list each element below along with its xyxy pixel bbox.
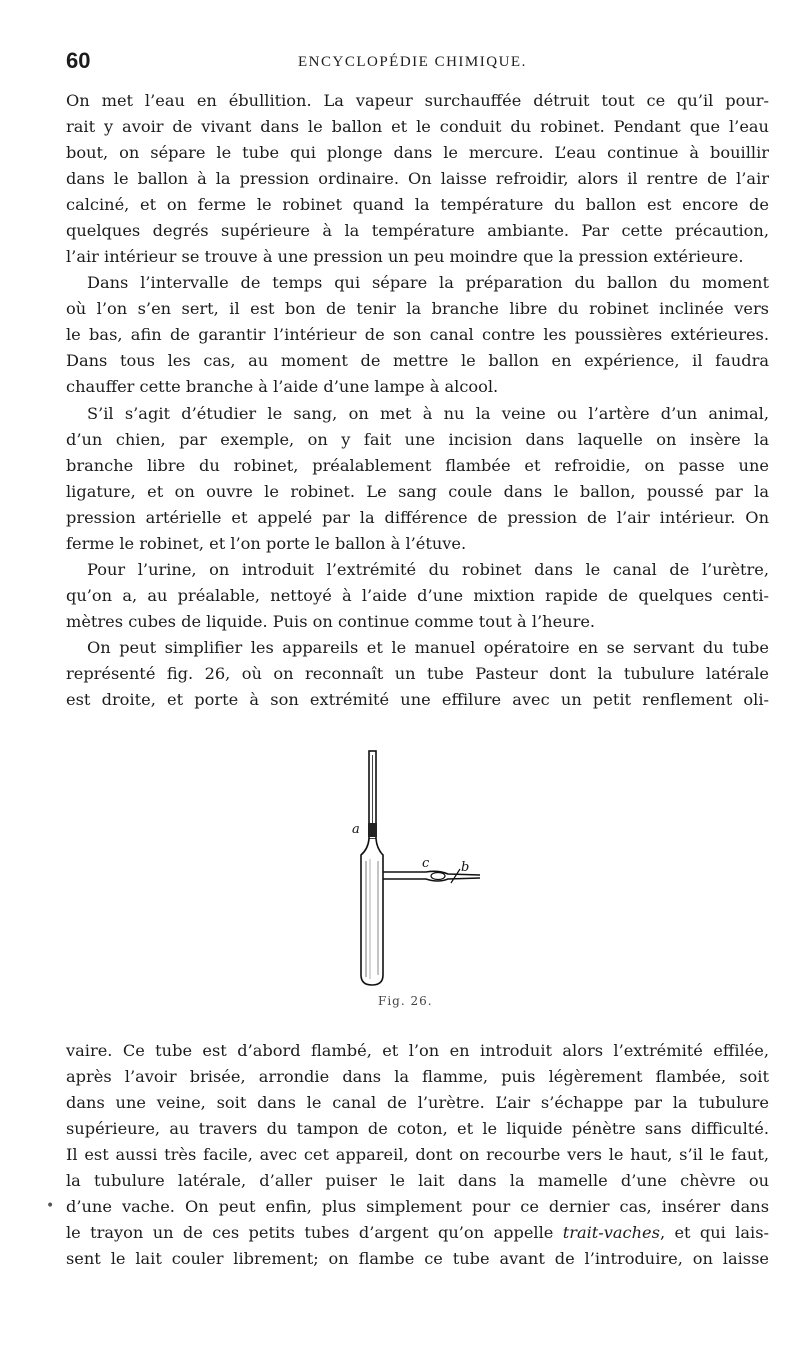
page-number: 60 bbox=[66, 48, 91, 73]
figure-26 bbox=[330, 745, 520, 995]
text-line: chauffer cette branche à l’aide d’une lampe à alcool. bbox=[66, 377, 499, 396]
text-line: le bas, afin de garantir l’intérieur de son canal contre les poussières extérieures. bbox=[66, 325, 769, 344]
text-line: On peut simplifier les appareils et le manuel opératoire en se servant du tube bbox=[87, 638, 769, 657]
text-line: d’une vache. On peut enfin, plus simplement pour ce dernier cas, insérer dans bbox=[66, 1197, 769, 1216]
figure-label-c: c bbox=[422, 856, 430, 871]
text-line: dans le ballon à la pression ordinaire. On laisse refroidir, alors il rentre de l’air bbox=[66, 169, 769, 188]
pasteur-tube-illustration bbox=[330, 745, 520, 995]
text-line: ferme le robinet, et l’on porte le ballon à l’étuve. bbox=[66, 534, 467, 553]
text-line: ligature, et on ouvre le robinet. Le sang coule dans le ballon, poussé par la bbox=[66, 482, 769, 501]
text-line: d’un chien, par exemple, on y fait une incision dans laquelle on insère la bbox=[66, 430, 769, 449]
text-line: où l’on s’en sert, il est bon de tenir la branche libre du robinet inclinée vers bbox=[66, 299, 769, 318]
text-line: Pour l’urine, on introduit l’extrémité du robinet dans le canal de l’urètre, bbox=[87, 560, 769, 579]
text-line: quelques degrés supérieure à la température ambiante. Par cette précaution, bbox=[66, 221, 769, 240]
text-fragment: , et qui lais- bbox=[659, 1223, 769, 1242]
page-header bbox=[66, 48, 776, 78]
figure-label-b: b bbox=[461, 860, 470, 875]
running-title: ENCYCLOPÉDIE CHIMIQUE. bbox=[298, 54, 527, 70]
text-line: calciné, et on ferme le robinet quand la température du ballon est encore de bbox=[66, 195, 769, 214]
margin-mark: • bbox=[46, 1198, 55, 1214]
text-line: mètres cubes de liquide. Puis on continue comme tout à l’heure. bbox=[66, 612, 596, 631]
text-line: est droite, et porte à son extrémité une effilure avec un petit renflement oli- bbox=[66, 690, 769, 709]
text-fragment: le trayon un de ces petits tubes d’argent qu’on appelle bbox=[66, 1223, 563, 1242]
text-line: bout, on sépare le tube qui plonge dans le mercure. L’eau continue à bouillir bbox=[66, 143, 769, 162]
text-line: dans une veine, soit dans le canal de l’urètre. L’air s’échappe par la tubulure bbox=[66, 1093, 769, 1112]
text-line: Dans tous les cas, au moment de mettre le ballon en expérience, il faudra bbox=[66, 351, 769, 370]
text-line: Dans l’intervalle de temps qui sépare la préparation du ballon du moment bbox=[87, 273, 769, 292]
text-line: rait y avoir de vivant dans le ballon et le conduit du robinet. Pendant que l’eau bbox=[66, 117, 769, 136]
text-line: pression artérielle et appelé par la différence de pression de l’air intérieur. On bbox=[66, 508, 769, 527]
text-line: branche libre du robinet, préalablement flambée et refroidie, on passe une bbox=[66, 456, 769, 475]
text-line: Il est aussi très facile, avec cet appareil, dont on recourbe vers le haut, s’il le faut, bbox=[66, 1145, 769, 1164]
text-line: après l’avoir brisée, arrondie dans la flamme, puis légèrement flambée, soit bbox=[66, 1067, 769, 1086]
figure-label-a: a bbox=[352, 822, 360, 837]
italic-term: trait-vaches bbox=[562, 1223, 660, 1242]
text-line: supérieure, au travers du tampon de coton, et le liquide pénètre sans difficulté. bbox=[66, 1119, 769, 1138]
text-line: sent le lait couler librement; on flambe ce tube avant de l’introduire, on laisse bbox=[66, 1249, 769, 1268]
text-line: On met l’eau en ébullition. La vapeur surchauffée détruit tout ce qu’il pour- bbox=[66, 91, 769, 110]
text-line-with-italic bbox=[66, 1220, 769, 1246]
text-line: la tubulure latérale, d’aller puiser le lait dans la mamelle d’une chèvre ou bbox=[66, 1171, 769, 1190]
text-line: S’il s’agit d’étudier le sang, on met à nu la veine ou l’artère d’un animal, bbox=[87, 404, 769, 423]
text-line: l’air intérieur se trouve à une pression un peu moindre que la pression extérieure. bbox=[66, 247, 744, 266]
text-line: vaire. Ce tube est d’abord flambé, et l’on en introduit alors l’extrémité effilée, bbox=[66, 1041, 769, 1060]
figure-caption: Fig. 26. bbox=[378, 994, 433, 1008]
text-line: qu’on a, au préalable, nettoyé à l’aide d’une mixtion rapide de quelques centi- bbox=[66, 586, 769, 605]
text-line: représenté fig. 26, où on reconnaît un tube Pasteur dont la tubulure latérale bbox=[66, 664, 769, 683]
